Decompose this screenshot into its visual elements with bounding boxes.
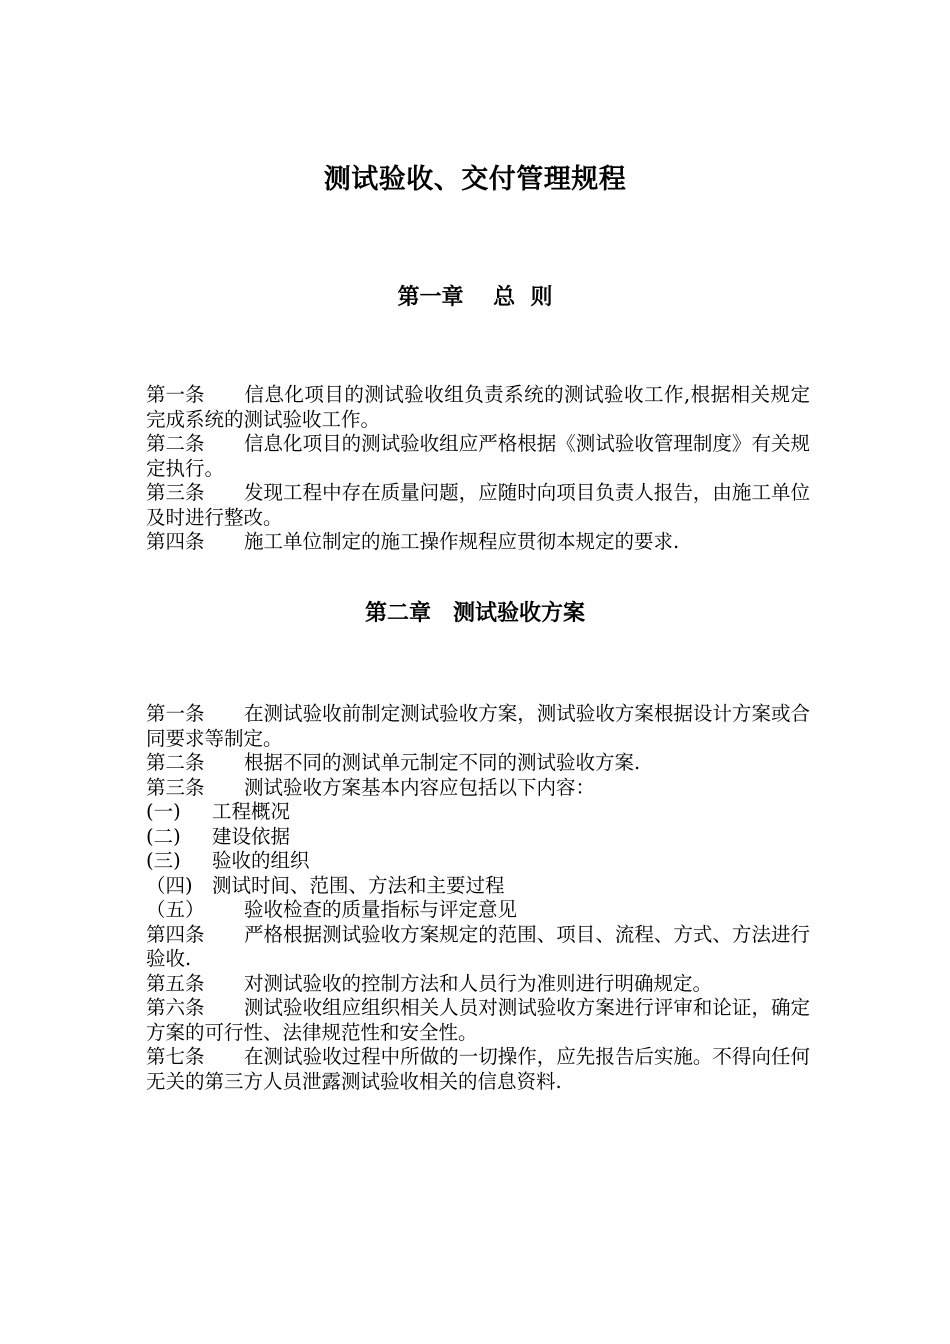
article-text: 发现工程中存在质量问题，应随时向项目负责人报告，由施工单位及时进行整改。: [146, 481, 810, 529]
chapter-2-title: 第二章 测试验收方案: [364, 601, 585, 626]
subitem-label: （五）: [146, 898, 205, 921]
chapter-1-article-4: [146, 530, 810, 555]
chapter-2-article-1: [146, 702, 810, 751]
article-label: 第六条: [146, 996, 205, 1019]
subitem-label: (二): [146, 824, 181, 848]
article-text: 根据不同的测试单元制定不同的测试验收方案.: [244, 751, 641, 774]
article-label: 第一条: [146, 383, 205, 406]
chapter-2-article-5: [146, 972, 810, 997]
subitem-text: 测试时间、范围、方法和主要过程: [212, 873, 505, 897]
subitem-label: (三): [146, 849, 181, 872]
article-text: 在测试验收过程中所做的一切操作，应先报告后实施。不得向任何无关的第三方人员泄露测试验收相关的信息资料.: [146, 1045, 810, 1093]
subitem-5: [146, 898, 810, 923]
article-label: 第七条: [146, 1045, 205, 1068]
subitem-label: （四): [146, 873, 193, 897]
subitem-label: (一): [146, 800, 181, 823]
subitem-3: [146, 849, 810, 874]
article-text: 施工单位制定的施工操作规程应贯彻本规定的要求.: [244, 530, 680, 553]
document-title: 测试验收、交付管理规程: [323, 164, 627, 195]
article-label: 第二条: [146, 432, 205, 455]
chapter-1-article-2: [146, 432, 810, 481]
chapter-1-article-3: [146, 481, 810, 530]
article-text: 测试验收方案基本内容应包括以下内容：: [244, 775, 596, 799]
subitem-text: 建设依据: [212, 824, 291, 848]
chapter-1-body: [146, 383, 810, 555]
article-text: 对测试验收的控制方法和人员行为准则进行明确规定。: [244, 971, 713, 995]
article-label: 第一条: [146, 702, 205, 725]
article-text: 信息化项目的测试验收组应严格根据《测试验收管理制度》有关规定执行。: [146, 432, 810, 480]
subitem-1: [146, 800, 810, 825]
article-text: 严格根据测试验收方案规定的范围、项目、流程、方式、方法进行验收.: [146, 922, 810, 970]
article-label: 第四条: [146, 922, 205, 946]
article-label: 第二条: [146, 751, 205, 774]
article-label: 第五条: [146, 971, 205, 995]
chapter-2-article-3: [146, 776, 810, 801]
article-label: 第三条: [146, 481, 205, 504]
chapter-2-article-7: [146, 1045, 810, 1094]
subitem-text: 验收的组织: [212, 849, 310, 872]
article-label: 第四条: [146, 530, 205, 553]
article-text: 测试验收组应组织相关人员对测试验收方案进行评审和论证，确定方案的可行性、法律规范性和安全性。: [146, 996, 810, 1044]
subitem-4: [146, 874, 810, 899]
article-label: 第三条: [146, 775, 205, 799]
subitem-2: [146, 825, 810, 850]
chapter-1-article-1: [146, 383, 810, 432]
article-text: 信息化项目的测试验收组负责系统的测试验收工作,根据相关规定完成系统的测试验收工作。: [146, 383, 810, 431]
article-text: 在测试验收前制定测试验收方案，测试验收方案根据设计方案或合同要求等制定。: [146, 702, 810, 750]
chapter-1-title: 第一章 总 则: [397, 285, 553, 310]
subitem-text: 工程概况: [212, 800, 291, 823]
chapter-2-article-6: [146, 996, 810, 1045]
chapter-2-body: [146, 702, 810, 1094]
chapter-2-article-2: [146, 751, 810, 776]
subitem-text: 验收检查的质量指标与评定意见: [244, 898, 518, 921]
chapter-2-article-4: [146, 923, 810, 972]
